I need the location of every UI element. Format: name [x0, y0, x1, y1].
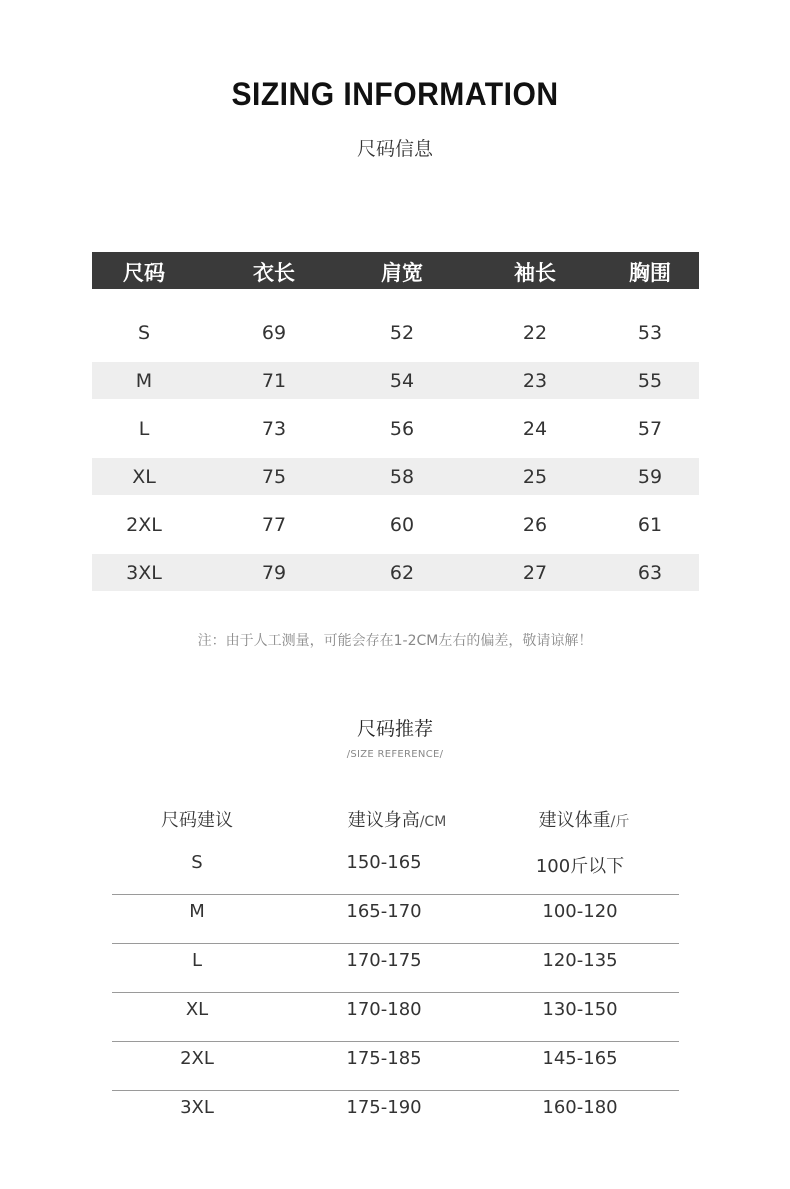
page-subtitle: 尺码信息 [356, 138, 433, 160]
table-row [92, 554, 699, 591]
cell-size: S [191, 852, 203, 873]
table-row [92, 458, 699, 495]
cell-shoulder: 56 [389, 418, 415, 440]
cell-sleeve: 22 [522, 322, 548, 344]
cell-length: 69 [261, 322, 287, 344]
cell-size: L [138, 418, 150, 440]
cell-length: 77 [261, 514, 287, 536]
cell-chest: 55 [637, 370, 663, 392]
cell-sleeve: 26 [522, 514, 548, 536]
cell-chest: 63 [637, 562, 663, 584]
cell-shoulder: 62 [389, 562, 415, 584]
cell-size: XL [185, 999, 209, 1020]
cell-weight: 100斤以下 [535, 856, 625, 877]
header-chest: 胸围 [629, 261, 671, 285]
cell-chest: 61 [637, 514, 663, 536]
table-row [112, 895, 679, 944]
reference-title: 尺码推荐 [356, 718, 433, 740]
cell-size: L [191, 950, 203, 971]
header-shoulder: 肩宽 [381, 261, 423, 285]
size-chart-table [92, 252, 699, 584]
cell-shoulder: 58 [389, 466, 415, 488]
measurement-note: 注：由于人工测量，可能会存在1-2CM左右的偏差，敬请谅解！ [197, 633, 593, 649]
cell-height: 150-165 [346, 852, 422, 873]
cell-chest: 57 [637, 418, 663, 440]
header-size-advice [97, 806, 297, 832]
table-row [112, 1042, 679, 1091]
table-row [112, 944, 679, 993]
header-sleeve: 袖长 [514, 261, 556, 285]
cell-weight: 145-165 [542, 1048, 618, 1069]
table-row [112, 846, 679, 895]
header-height-unit: /CM [419, 814, 447, 830]
cell-sleeve: 24 [522, 418, 548, 440]
cell-size: M [135, 370, 153, 392]
cell-chest: 59 [637, 466, 663, 488]
cell-weight: 130-150 [542, 999, 618, 1020]
cell-shoulder: 54 [389, 370, 415, 392]
table-row [92, 314, 699, 351]
cell-length: 73 [261, 418, 287, 440]
cell-height: 165-170 [346, 901, 422, 922]
cell-chest: 53 [637, 322, 663, 344]
header-weight-unit: /斤 [610, 814, 630, 830]
cell-sleeve: 27 [522, 562, 548, 584]
reference-subtitle: /SIZE REFERENCE/ [346, 749, 444, 760]
reference-header [112, 806, 679, 836]
cell-length: 79 [261, 562, 287, 584]
page-title: SIZING INFORMATION [231, 76, 559, 112]
header-weight [484, 806, 684, 832]
cell-height: 175-190 [346, 1097, 422, 1118]
cell-size: S [137, 322, 151, 344]
header-height-label: 建议身高 [347, 810, 420, 831]
header-size-advice-label: 尺码建议 [161, 810, 233, 831]
header-length: 衣长 [253, 261, 295, 285]
table-row [92, 362, 699, 399]
cell-size: XL [132, 466, 156, 488]
header-size: 尺码 [123, 261, 165, 285]
cell-length: 71 [261, 370, 287, 392]
table-row [112, 993, 679, 1042]
cell-length: 75 [261, 466, 287, 488]
header-height [297, 806, 497, 832]
table-row [112, 1091, 679, 1139]
cell-shoulder: 52 [389, 322, 415, 344]
size-chart-header [92, 252, 699, 289]
cell-size: 2XL [180, 1048, 214, 1069]
cell-height: 170-175 [346, 950, 422, 971]
cell-weight: 120-135 [542, 950, 618, 971]
cell-size: 3XL [180, 1097, 214, 1118]
cell-weight: 160-180 [542, 1097, 618, 1118]
cell-size: 2XL [126, 514, 162, 536]
cell-size: M [189, 901, 205, 922]
cell-sleeve: 23 [522, 370, 548, 392]
table-row [92, 410, 699, 447]
cell-height: 170-180 [346, 999, 422, 1020]
cell-shoulder: 60 [389, 514, 415, 536]
table-row [92, 506, 699, 543]
cell-height: 175-185 [346, 1048, 422, 1069]
cell-weight: 100-120 [542, 901, 618, 922]
cell-size: 3XL [126, 562, 162, 584]
cell-sleeve: 25 [522, 466, 548, 488]
header-weight-label: 建议体重 [538, 810, 611, 831]
